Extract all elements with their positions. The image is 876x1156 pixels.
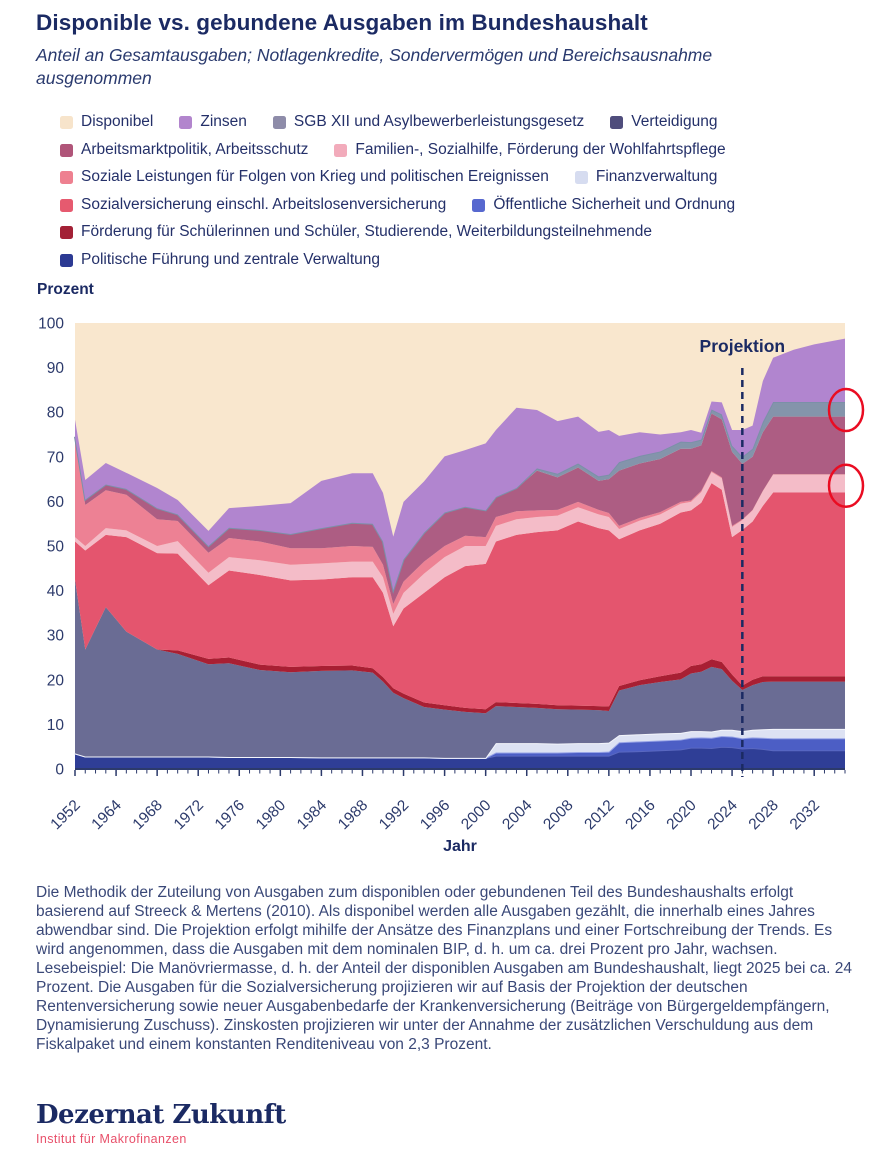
legend-swatch xyxy=(472,199,485,212)
legend-label: Disponibel xyxy=(81,113,154,130)
legend-label: Sozialversicherung einschl. Arbeitslosenversicherung xyxy=(81,195,447,213)
reading-example-paragraph: Lesebeispiel: Die Manövriermasse, d. h. der Anteil der disponiblen Ausgaben am Bundeshaushalt, liegt 2025 bei ca. 24 Prozent. Die Ausgaben für die Sozialversicherung projizieren wir auf Basis der Projektion der deutschen Rentenversicherung sowie neuer Ausgabenbedarfe der Krankenversicherung (Beiträge von Bürgergeldempfängern, Dynamisierung Zuschuss). Zinskosten projizieren wir unter der Annahme der zusätzlichen Verschuldung aus dem Fiskalpaket und einem konstanten Renditeniveau von 2,3 Prozent. xyxy=(36,959,852,1053)
legend-swatch xyxy=(273,116,286,129)
methodology-note xyxy=(36,884,854,1055)
legend-swatch xyxy=(60,144,73,157)
legend-item-finanzverwaltung xyxy=(575,168,717,186)
x-tick-label: 1988 xyxy=(334,796,372,834)
x-tick-label: 2004 xyxy=(499,796,536,834)
x-tick-label: 2020 xyxy=(663,796,700,834)
y-tick-label: 0 xyxy=(55,761,64,779)
legend-swatch xyxy=(60,254,73,267)
x-tick-label: 1976 xyxy=(211,796,249,834)
y-tick-label: 100 xyxy=(38,315,64,333)
x-tick-label: 2032 xyxy=(786,796,824,834)
x-tick-label: 1952 xyxy=(47,796,84,834)
logo-tagline: Institut für Makrofinanzen xyxy=(36,1132,187,1146)
y-tick-label: 40 xyxy=(46,583,64,601)
projection-label: Projektion xyxy=(699,336,786,356)
y-tick-label: 90 xyxy=(46,360,64,378)
y-tick-label: 20 xyxy=(46,672,64,690)
x-tick-label: 2028 xyxy=(745,796,782,834)
x-tick-label: 1996 xyxy=(417,796,454,834)
legend-item-f-rderung-f-r-sch-lerinnen-und-sch-ler-s xyxy=(60,223,652,241)
legend-swatch xyxy=(610,116,623,129)
legend-label: Finanzverwaltung xyxy=(595,168,718,185)
x-tick-label: 1984 xyxy=(293,796,331,834)
legend-swatch xyxy=(334,144,347,157)
page-subtitle: Anteil an Gesamtausgaben; Notlagenkredite, Sondervermögen und Bereichsausnahme ausgenommen xyxy=(36,45,713,88)
x-tick-label: 1964 xyxy=(88,796,125,834)
legend-swatch xyxy=(179,116,192,129)
legend-label: Politische Führung und zentrale Verwaltung xyxy=(81,250,380,268)
legend-label: Familien-, Sozialhilfe, Förderung der Wohlfahrtspflege xyxy=(355,140,726,158)
y-tick-label: 50 xyxy=(46,538,64,556)
logo-wordmark: Dezernat Zukunft xyxy=(36,1100,286,1130)
legend-swatch xyxy=(60,171,73,184)
legend-item-politische-f-hrung-und-zentrale-verwaltu xyxy=(60,251,380,269)
y-axis-title: Prozent xyxy=(37,281,94,298)
legend-label: Soziale Leistungen für Folgen von Krieg und politischen Ereignissen xyxy=(81,168,549,185)
legend-label: Zinsen xyxy=(200,113,247,130)
legend-label: Öffentliche Sicherheit und Ordnung xyxy=(493,195,736,213)
chart-legend xyxy=(60,113,860,269)
legend-item-disponibel xyxy=(60,113,153,131)
legend-item-zinsen xyxy=(179,113,247,131)
legend-label: Verteidigung xyxy=(631,113,718,130)
legend-item-soziale-leistungen-f-r-folgen-von-krieg- xyxy=(60,168,549,186)
legend-item-ffentliche-sicherheit-und-ordnung xyxy=(472,196,735,214)
legend-swatch xyxy=(60,199,73,212)
x-axis-title: Jahr xyxy=(443,838,477,855)
stacked-area-chart xyxy=(0,300,876,860)
legend-swatch xyxy=(575,171,588,184)
x-tick-label: 2016 xyxy=(622,796,659,834)
methodology-paragraph: Die Methodik der Zuteilung von Ausgaben zum disponiblen oder gebundenen Teil des Bundeshaushalts erfolgt basierend auf Streeck & Mertens (2010). Als disponibel werden alle Ausgaben gezählt, die innerhalb eines Jahres abwendbar sind. Die Projektion erfolgt mihilfe der Ansätze des Finanzplans und einer Fortschreibung der Trends. Es wird angenommen, dass die Ausgaben mit dem nominalen BIP, d. h. um ca. drei Prozent pro Jahr, wachsen. xyxy=(36,884,833,958)
legend-swatch xyxy=(60,116,73,129)
y-tick-label: 30 xyxy=(46,627,64,645)
x-tick-label: 1968 xyxy=(129,796,166,834)
x-tick-label: 1980 xyxy=(252,796,290,834)
legend-item-familien-sozialhilfe-f-rderung-der-wohlf xyxy=(334,141,725,159)
legend-label: Arbeitsmarktpolitik, Arbeitsschutz xyxy=(81,140,309,158)
legend-item-arbeitsmarktpolitik-arbeitsschutz xyxy=(60,141,308,159)
x-tick-label: 2024 xyxy=(704,796,741,834)
legend-item-verteidigung xyxy=(610,113,717,131)
logo xyxy=(36,1100,286,1146)
legend-label: Förderung für Schülerinnen und Schüler, Studierende, Weiterbildungsteilnehmende xyxy=(81,223,652,240)
x-tick-label: 2000 xyxy=(458,796,495,834)
chart-svg xyxy=(0,300,876,860)
y-tick-label: 80 xyxy=(46,404,64,422)
legend-label: SGB XII und Asylbewerberleistungsgesetz xyxy=(293,113,585,130)
y-tick-label: 70 xyxy=(46,449,64,467)
page-title: Disponible vs. gebundene Ausgaben im Bundeshaushalt xyxy=(36,10,648,35)
x-tick-label: 1972 xyxy=(170,796,208,834)
x-tick-label: 1992 xyxy=(375,796,413,834)
y-tick-label: 60 xyxy=(46,493,64,511)
legend-swatch xyxy=(60,226,73,239)
x-tick-label: 2012 xyxy=(581,796,618,834)
x-tick-label: 2008 xyxy=(540,796,577,834)
legend-item-sozialversicherung-einschl-arbeitslosenv xyxy=(60,196,446,214)
y-tick-label: 10 xyxy=(46,716,64,734)
legend-item-sgb-xii-und-asylbewerberleistungsgesetz xyxy=(273,113,584,131)
